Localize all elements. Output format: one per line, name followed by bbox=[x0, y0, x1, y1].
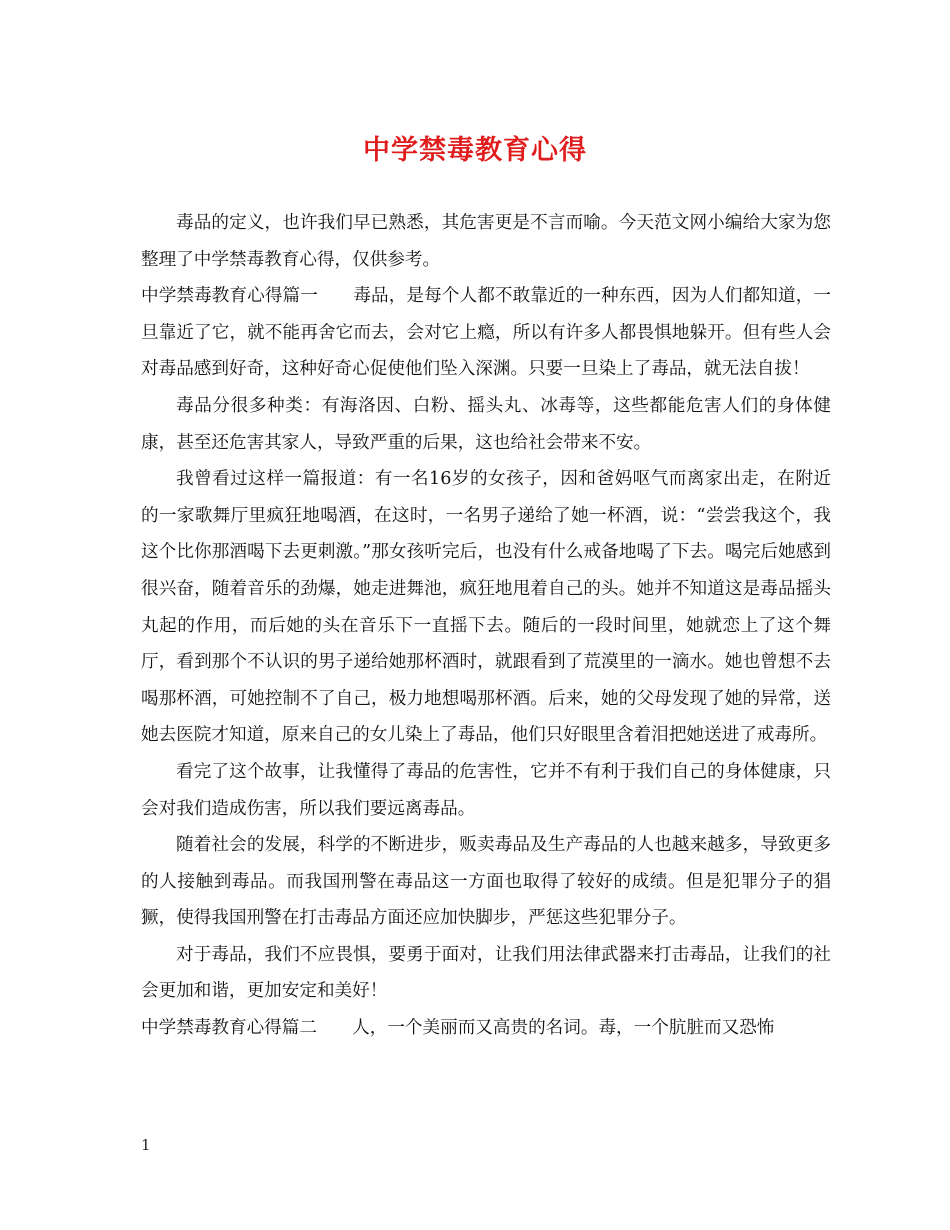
section-one-paragraph: 中学禁毒教育心得篇一 毒品，是每个人都不敢靠近的一种东西，因为人们都知道，一旦靠近了它，就不能再舍它而去，会对它上瘾，所以有许多人都畏惧地躲开。但有些人会对毒品感到好奇，这种好奇心促使他们坠入深渊。只要一旦染上了毒品，就无法自拔！ bbox=[141, 286, 831, 380]
document-title: 中学禁毒教育心得 bbox=[363, 135, 587, 166]
conclusion-paragraph: 对于毒品，我们不应畏惧，要勇于面对，让我们用法律武器来打击毒品，让我们的社会更加和谐，更加安定和美好！ bbox=[141, 944, 831, 1002]
drug-types-paragraph: 毒品分很多种类：有海洛因、白粉、摇头丸、冰毒等，这些都能危害人们的身体健康，甚至还危害其家人，导致严重的后果，这也给社会带来不安。 bbox=[141, 395, 831, 453]
story-paragraph: 我曾看过这样一篇报道：有一名16岁的女孩子，因和爸妈呕气而离家出走，在附近的一家歌舞厅里疯狂地喝酒，在这时，一名男子递给了她一杯酒，说：“尝尝我这个，我这个比你那酒喝下去更刺激。”那女孩听完后，也没有什么戒备地喝了下去。喝完后她感到很兴奋，随着音乐的劲爆，她走进舞池，疯狂地甩着自己的头。她并不知道这是毒品摇头丸起的作用，而后她的头在音乐下一直摇下去。随后的一段时间里，她就恋上了这个舞厅，看到那个不认识的男子递给她那杯酒时，就跟看到了荒漠里的一滴水。她也曾想不去喝那杯酒，可她控制不了自己，极力地想喝那杯酒。后来，她的父母发现了她的异常，送她去医院才知道，原来自己的女儿染上了毒品，他们只好眼里含着泪把她送进了戒毒所。 bbox=[141, 469, 831, 746]
page-number: 1 bbox=[141, 1136, 151, 1154]
society-paragraph: 随着社会的发展，科学的不断进步，贩卖毒品及生产毒品的人也越来越多，导致更多的人接触到毒品。而我国刑警在毒品这一方面也取得了较好的成绩。但是犯罪分子的猖獗，使得我国刑警在打击毒品方面还应加快脚步，严惩这些犯罪分子。 bbox=[141, 835, 831, 929]
reflection-paragraph: 看完了这个故事，让我懂得了毒品的危害性，它并不有利于我们自己的身体健康，只会对我们造成伤害，所以我们要远离毒品。 bbox=[141, 761, 831, 819]
intro-paragraph: 毒品的定义，也许我们早已熟悉，其危害更是不言而喻。今天范文网小编给大家为您整理了中学禁毒教育心得，仅供参考。 bbox=[141, 213, 831, 270]
document-body bbox=[141, 205, 831, 1047]
section-two-paragraph: 中学禁毒教育心得篇二 人，一个美丽而又高贵的名词。毒，一个肮脏而又恐怖 bbox=[141, 1018, 775, 1039]
